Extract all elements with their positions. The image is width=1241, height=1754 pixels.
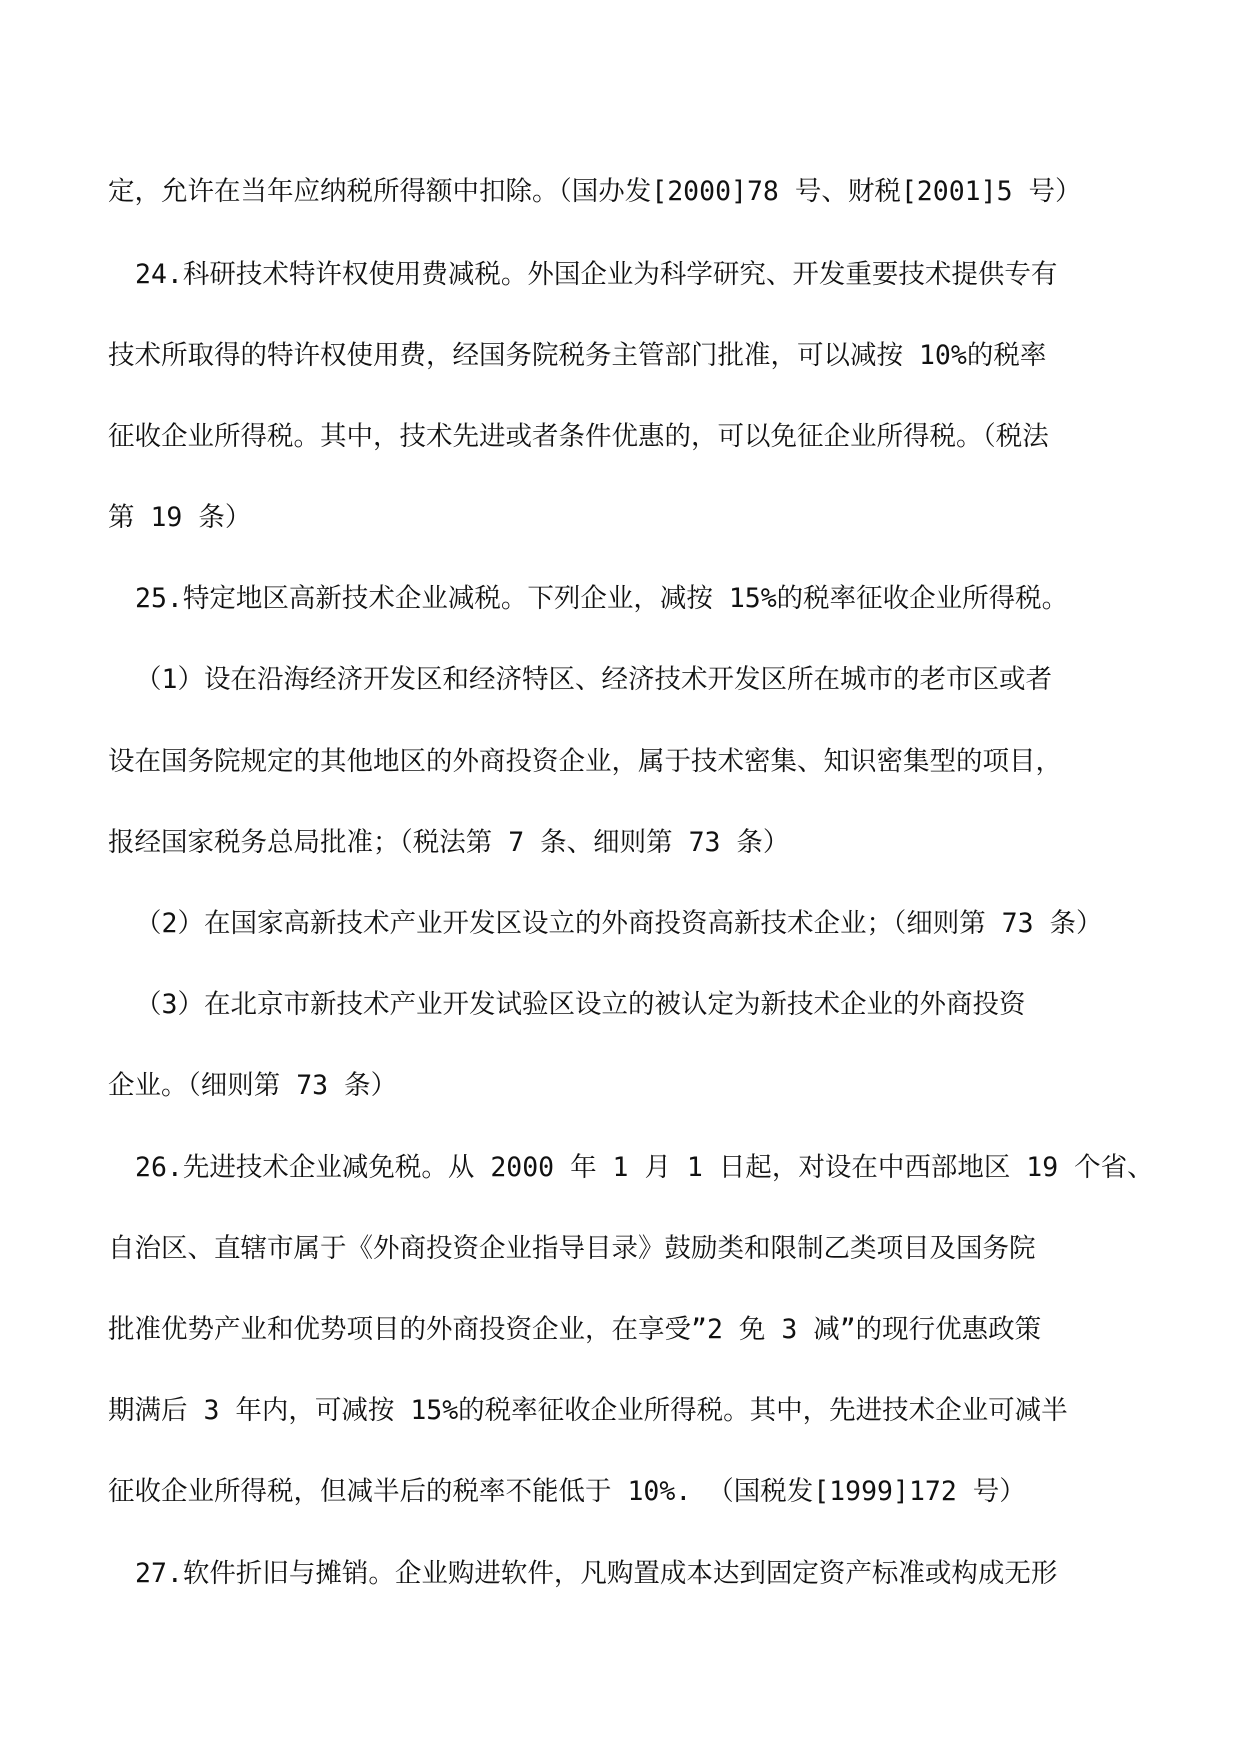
text-line: 技术所取得的特许权使用费，经国务院税务主管部门批准，可以减按 10%的税率 — [108, 340, 1047, 371]
text-line: 企业。（细则第 73 条） — [108, 1070, 398, 1101]
text-line: 27.软件折旧与摊销。企业购进软件，凡购置成本达到固定资产标准或构成无形 — [135, 1558, 1058, 1589]
text-line: （3）在北京市新技术产业开发试验区设立的被认定为新技术企业的外商投资 — [135, 989, 1026, 1020]
text-line: 征收企业所得税。其中，技术先进或者条件优惠的，可以免征企业所得税。（税法 — [108, 421, 1049, 452]
text-line: 报经国家税务总局批准；（税法第 7 条、细则第 73 条） — [108, 827, 790, 858]
text-line: 自治区、直辖市属于《外商投资企业指导目录》鼓励类和限制乙类项目及国务院 — [108, 1233, 1036, 1264]
text-line: 定，允许在当年应纳税所得额中扣除。（国办发[2000]78 号、财税[2001]5 号） — [108, 176, 1082, 207]
text-line: 26.先进技术企业减免税。从 2000 年 1 月 1 日起，对设在中西部地区 19 个省、 — [135, 1152, 1154, 1183]
text-line: 期满后 3 年内，可减按 15%的税率征收企业所得税。其中，先进技术企业可减半 — [108, 1395, 1068, 1426]
text-line: 24.科研技术特许权使用费减税。外国企业为科学研究、开发重要技术提供专有 — [135, 259, 1058, 290]
text-line: （1）设在沿海经济开发区和经济特区、经济技术开发区所在城市的老市区或者 — [135, 664, 1052, 695]
text-line: 批准优势产业和优势项目的外商投资企业，在享受”2 免 3 减”的现行优惠政策 — [108, 1314, 1042, 1345]
text-line: 征收企业所得税，但减半后的税率不能低于 10%. （国税发[1999]172 号） — [108, 1476, 1026, 1507]
text-line: 设在国务院规定的其他地区的外商投资企业，属于技术密集、知识密集型的项目， — [108, 746, 1062, 777]
text-line: 第 19 条） — [108, 502, 252, 533]
text-line: （2）在国家高新技术产业开发区设立的外商投资高新技术企业；（细则第 73 条） — [135, 908, 1103, 939]
text-line: 25.特定地区高新技术企业减税。下列企业，减按 15%的税率征收企业所得税。 — [135, 583, 1069, 614]
